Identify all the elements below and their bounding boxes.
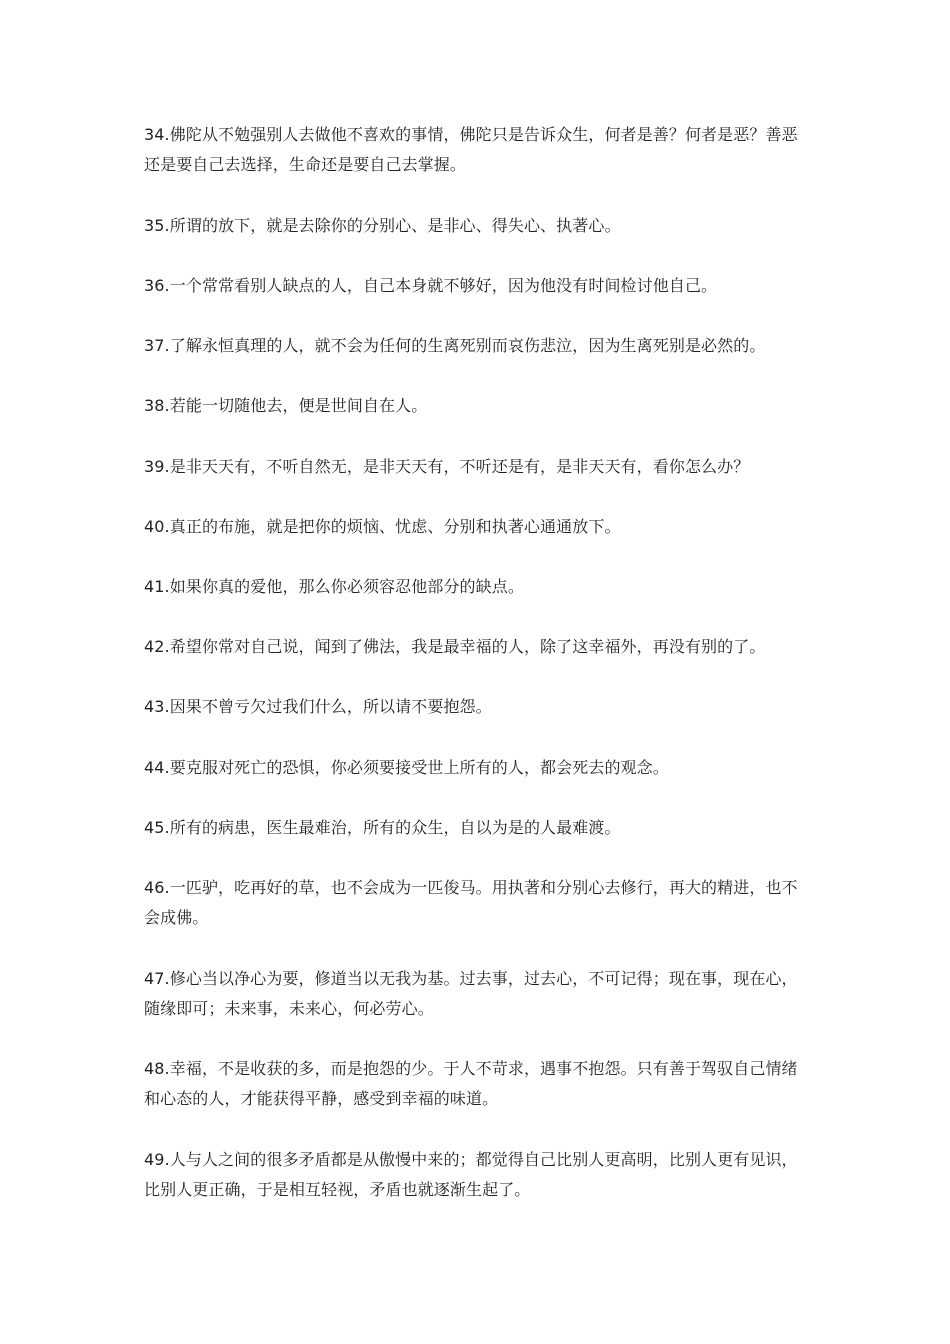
quote-49: 49.人与人之间的很多矛盾都是从傲慢中来的；都觉得自己比别人更高明，比别人更有见识，比别人更正确，于是相互轻视，矛盾也就逐渐生起了。 <box>144 1150 798 1199</box>
quote-47: 47.修心当以净心为要，修道当以无我为基。过去事，过去心，不可记得；现在事，现在心，随缘即可；未来事，未来心，何必劳心。 <box>144 969 798 1018</box>
quote-40: 40.真正的布施，就是把你的烦恼、忧虑、分别和执著心通通放下。 <box>144 517 621 536</box>
quote-41: 41.如果你真的爱他，那么你必须容忍他部分的缺点。 <box>144 577 524 596</box>
quote-35: 35.所谓的放下，就是去除你的分别心、是非心、得失心、执著心。 <box>144 216 621 235</box>
quote-34: 34.佛陀从不勉强别人去做他不喜欢的事情，佛陀只是告诉众生，何者是善？何者是恶？善恶还是要自己去选择，生命还是要自己去掌握。 <box>144 125 798 174</box>
quote-37: 37.了解永恒真理的人，就不会为任何的生离死别而哀伤悲泣，因为生离死别是必然的。 <box>144 336 766 355</box>
quote-39: 39.是非天天有，不听自然无，是非天天有，不听还是有，是非天天有，看你怎么办？ <box>144 457 750 476</box>
quote-36: 36.一个常常看别人缺点的人，自己本身就不够好，因为他没有时间检讨他自己。 <box>144 276 718 295</box>
quote-48: 48.幸福，不是收获的多，而是抱怨的少。于人不苛求，遇事不抱怨。只有善于驾驭自己情绪和心态的人，才能获得平静，感受到幸福的味道。 <box>144 1059 798 1108</box>
quote-43: 43.因果不曾亏欠过我们什么，所以请不要抱怨。 <box>144 697 492 716</box>
quote-46: 46.一匹驴，吃再好的草，也不会成为一匹俊马。用执著和分别心去修行，再大的精进，也不会成佛。 <box>144 878 798 927</box>
quote-42: 42.希望你常对自己说，闻到了佛法，我是最幸福的人，除了这幸福外，再没有别的了。 <box>144 637 766 656</box>
quote-45: 45.所有的病患，医生最难治，所有的众生，自以为是的人最难渡。 <box>144 818 621 837</box>
quote-44: 44.要克服对死亡的恐惧，你必须要接受世上所有的人，都会死去的观念。 <box>144 758 669 777</box>
quote-38: 38.若能一切随他去，便是世间自在人。 <box>144 396 428 415</box>
